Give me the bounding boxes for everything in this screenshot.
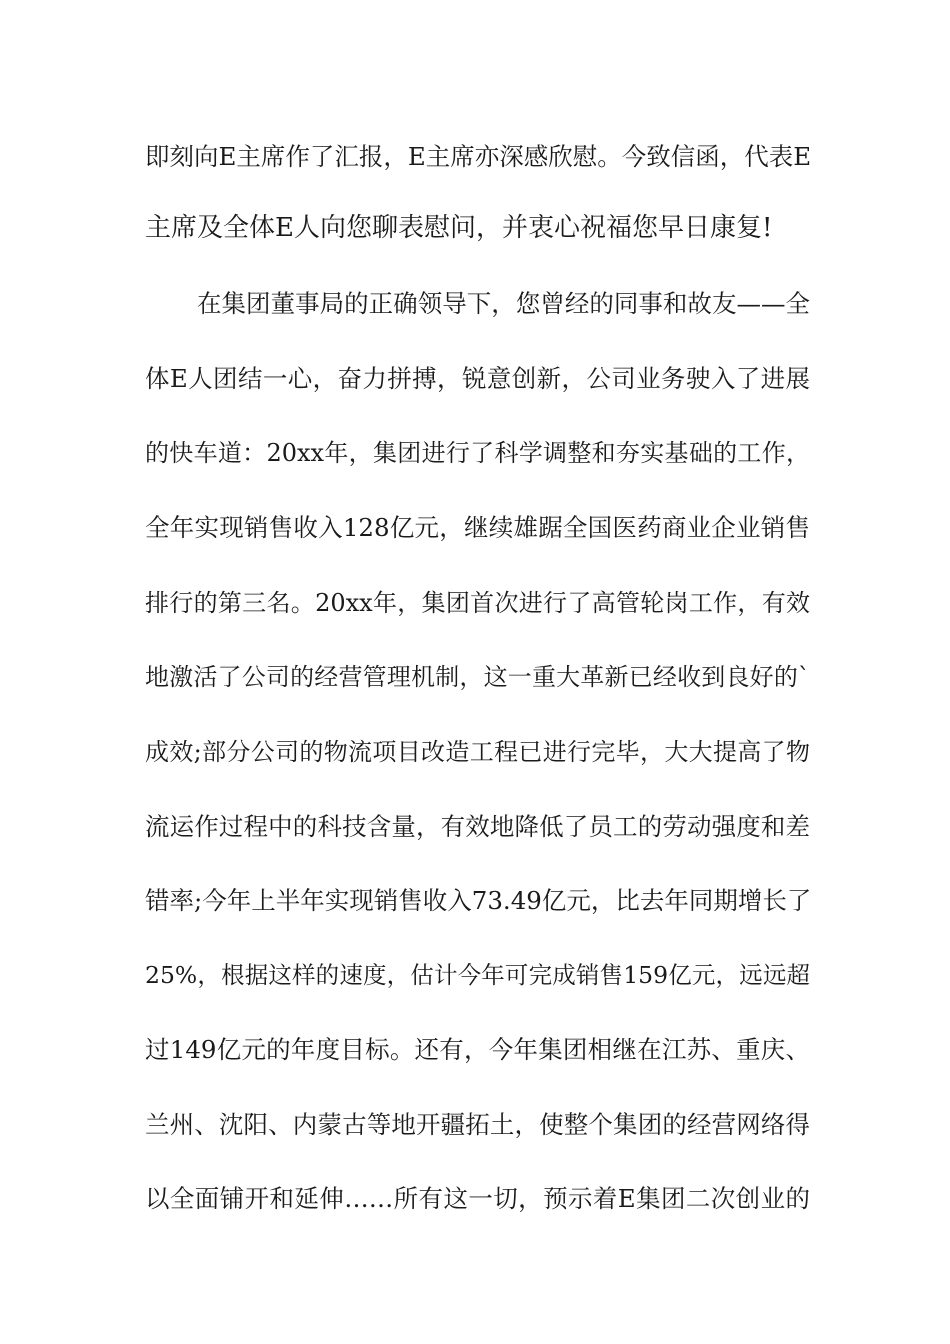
text-line: 以全面铺开和延伸……所有这一切，预示着E集团二次创业的 [145,1184,810,1213]
text-line: 主席及全体E人向您聊表慰问，并衷心祝福您早日康复! [145,213,773,243]
text-line: 兰州、沈阳、内蒙古等地开疆拓土，使整个集团的经营网络得 [145,1110,810,1139]
text-line: 即刻向E主席作了汇报，E主席亦深感欣慰。今致信函，代表E [145,142,812,171]
text-line: 错率;今年上半年实现销售收入73.49亿元，比去年同期增长了 [145,886,812,915]
text-line: 成效;部分公司的物流项目改造工程已进行完毕，大大提高了物 [145,738,810,766]
text-line: 的快车道：20xx年，集团进行了科学调整和夯实基础的工作， [145,439,810,467]
text-line: 地激活了公司的经营管理机制，这一重大革新已经收到良好的` [145,663,810,691]
text-line: 过149亿元的年度目标。还有，今年集团相继在江苏、重庆、 [145,1035,810,1064]
text-line: 25%，根据这样的速度，估计今年可完成销售159亿元，远远超 [145,961,810,989]
text-line: 全年实现销售收入128亿元，继续雄踞全国医药商业企业销售 [145,513,810,542]
text-line: 体E人团结一心，奋力拼搏，锐意创新，公司业务驶入了进展 [145,364,810,393]
text-line: 流运作过程中的科技含量，有效地降低了员工的劳动强度和差 [145,812,810,841]
text-line: 排行的第三名。20xx年，集团首次进行了高管轮岗工作，有效 [145,589,810,617]
paragraph-first-line: 在集团董事局的正确领导下，您曾经的同事和故友——全 [197,289,810,318]
